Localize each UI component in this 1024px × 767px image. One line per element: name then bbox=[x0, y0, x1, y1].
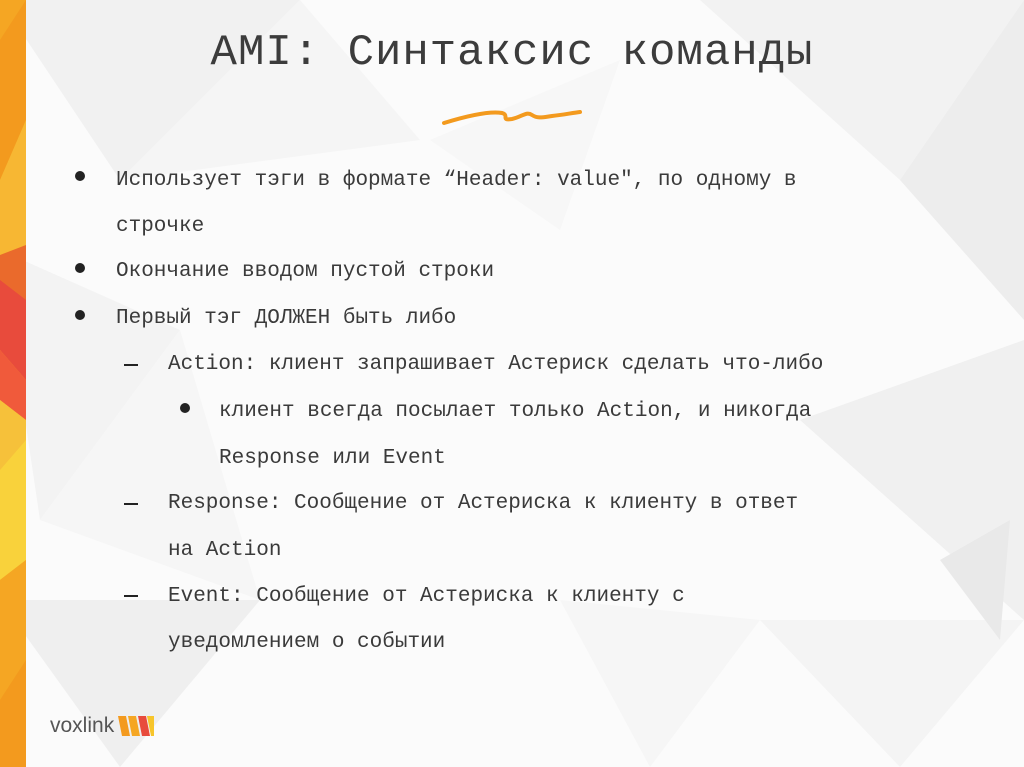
bullet-text: строчке bbox=[116, 215, 205, 238]
sub-bullet-text: Action: клиент запрашивает Астериск сделать что-либо bbox=[168, 353, 824, 376]
sub-sub-bullet-text: клиент всегда посылает только Action, и никогда bbox=[219, 400, 812, 423]
voxlink-logo-icon bbox=[116, 712, 156, 740]
bullet-icon bbox=[75, 310, 85, 320]
bullet-icon bbox=[75, 263, 85, 273]
bullet-icon bbox=[75, 171, 85, 181]
sub-bullet-text: Event: Сообщение от Астериска к клиенту с bbox=[168, 585, 685, 608]
sub-bullet-text: уведомлением о событии bbox=[168, 631, 446, 654]
bullet-icon bbox=[180, 403, 190, 413]
sub-bullet-text: на Action bbox=[168, 539, 282, 562]
voxlink-logo bbox=[50, 712, 156, 740]
bullet-text: Первый тэг ДОЛЖЕН быть либо bbox=[116, 307, 457, 330]
sub-sub-bullet-text: Response или Event bbox=[219, 447, 446, 470]
bullet-text: Использует тэги в формате “Header: value", по одному в bbox=[116, 169, 797, 192]
sub-bullet-text: Response: Сообщение от Астериска к клиенту в ответ bbox=[168, 492, 799, 515]
slide-title: AMI: Синтаксис команды bbox=[210, 28, 814, 78]
dash-icon bbox=[124, 364, 138, 366]
logo-text: voxlink bbox=[50, 714, 115, 737]
dash-icon bbox=[124, 595, 138, 597]
orange-swoosh-icon bbox=[440, 103, 585, 129]
dash-icon bbox=[124, 503, 138, 505]
bullet-text: Окончание вводом пустой строки bbox=[116, 260, 495, 283]
